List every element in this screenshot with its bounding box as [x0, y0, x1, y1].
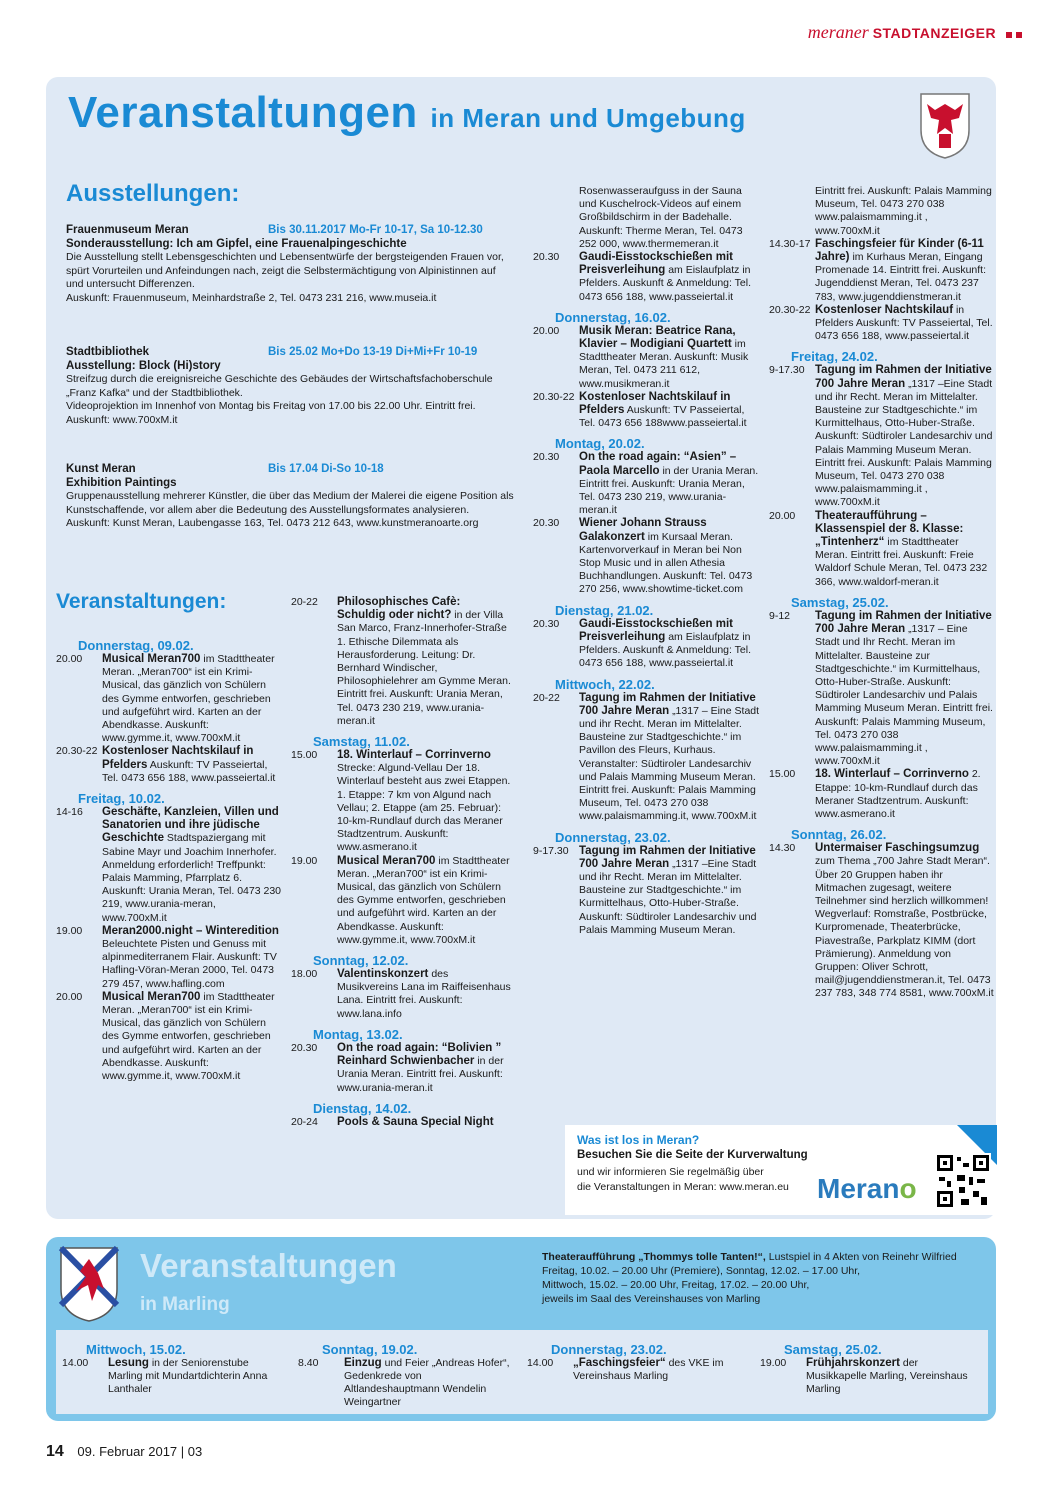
day-heading: Montag, 13.02. [313, 1026, 403, 1042]
events-column-2 [291, 596, 511, 1129]
day-heading: Samstag, 25.02. [791, 594, 889, 610]
event-title: Meran2000.night – Winteredition [102, 924, 279, 937]
day-heading: Montag, 20.02. [555, 436, 645, 452]
event-description: in der Urania Meran. Eintritt frei. Auskunft: Urania Meran, Tel. 0473 230 219, www.urania-meran.it [579, 464, 759, 517]
page-footer [46, 1443, 202, 1461]
box-line3: und wir informieren Sie regelmäßig über [577, 1166, 764, 1178]
event-time: 20-22 [533, 691, 560, 704]
event-description: am Eislaufplatz in Pfelders. Auskunft & Anmeldung: Tel. 0473 656 188, www.passeiertal.it [579, 264, 751, 303]
marling-title: Veranstaltungen [140, 1247, 397, 1284]
event-item [769, 238, 994, 304]
event-title: Faschingsfeier für Kinder (6-11 Jahre) [815, 237, 984, 264]
exhibition-contact: Auskunft: Kunst Meran, Laubengasse 163, Tel. 0473 212 643, www.kunstmeranoarte.org [66, 517, 479, 529]
event-title: Pools & Sauna Special Night [337, 1115, 494, 1128]
event-time: 14.00 [527, 1357, 554, 1369]
event-description: Beleuchtete Pisten und Genuss mit alpinmediterranem Flair. Auskunft: TV Hafling-Vöran-Meran 2000, Tel. 0473 279 457, www.hafling.com [102, 938, 277, 990]
event-time: 20.30 [291, 1041, 318, 1054]
event-title: On the road again: “Asien” – Paola Marcello [579, 451, 737, 477]
event-item [533, 391, 761, 431]
theater-line3: Mittwoch, 15.02. – 20.00 Uhr, Freitag, 17.02. – 20.00 Uhr, [542, 1279, 810, 1291]
event-time: 14.00 [62, 1357, 89, 1369]
event-item [769, 304, 994, 344]
event-item [769, 185, 994, 238]
event-description: Rosenwasseraufguss in der Sauna und Kuschelrock-Videos auf einem Großbildschirm in der Badehalle. Auskunft: Therme Meran, Tel. 0473 252 000, www.thermemeran.it [579, 185, 743, 250]
event-item [769, 768, 994, 821]
event-item [291, 749, 511, 855]
event-description: Strecke: Algund-Vellau Der 18. Winterlauf besteht aus zwei Etappen. 1. Etappe: 7 km von Algund nach Vellau; 2. Etappe (am 25. Februar): 10-km-Rundlauf durch das Meraner Stadtzentrum. Auskunft: www.asmerano.it [337, 762, 511, 854]
event-item [291, 1042, 511, 1095]
event-title: 18. Winterlauf – Corrinverno [337, 749, 491, 762]
theater-text: Lustspiel in 4 Akten von Reinehr Wilfried [768, 1251, 957, 1263]
event-item [769, 510, 994, 589]
event-description: Auskunft: TV Passeiertal, Tel. 0473 656 188, www.passeiertal.it [102, 758, 276, 784]
exhibition-name: Frauenmuseum Meran [66, 224, 189, 236]
event-description: „1317 – Eine Stadt und Ihr Recht. Meran im Mittelalter. Bausteine zur Stadtgeschichte.“ im Kurmittelhaus, Otto-Huber-Straße. Auskunft: Südtiroler Landesarchiv und Palais Mamming Museum Meran. Eintritt frei. Auskunft: Palais Mamming Museum, Tel. 0473 270 038 www.palaismamming.it , www.700xM.it [815, 623, 993, 768]
event-time: 20.30 [533, 617, 560, 630]
event-description: am Eislaufplatz in Pfelders. Auskunft & Anmeldung: Tel. 0473 656 188, www.passeiertal.it [579, 630, 751, 670]
exhibition-name: Stadtbibliothek [66, 346, 150, 358]
event-title: Theateraufführung – Klassenspiel der 8. Klasse: „Tintenherz“ [815, 509, 964, 549]
box-question: Was ist los in Meran? [577, 1133, 700, 1147]
page-number: 14 [46, 1443, 64, 1460]
footer-date: 09. Februar 2017 | 03 [77, 1444, 203, 1459]
marling-event [298, 1342, 518, 1409]
exhibition-item [66, 224, 516, 305]
event-time: 20.00 [533, 324, 560, 337]
event-item [291, 968, 511, 1021]
marling-event [62, 1342, 282, 1396]
marling-subtitle: in Marling [140, 1294, 230, 1315]
event-time: 20.30-22 [56, 745, 98, 758]
event-title: Einzug [344, 1357, 382, 1369]
event-time: 20.30-22 [769, 303, 811, 316]
event-description: „1317 –Eine Stadt und ihr Recht. Meran im Mittelalter. Bausteine zur Stadtgeschichte.“ im Kurmittelhaus, Otto-Huber-Straße. Auskunft: Südtiroler Landesarchiv und Palais Mamming Museum Meran. Eintritt frei. Auskunft: Palais Mamming Museum, Tel. 0473 270 038 www.palaismamming.it , www.700xM.it [815, 377, 993, 509]
event-time: 14.30 [769, 842, 796, 855]
event-item [533, 325, 761, 391]
day-heading: Freitag, 24.02. [791, 349, 878, 365]
event-description: in der Seniorenstube Marling mit Mundartdichterin Anna Lanthaler [108, 1357, 268, 1395]
event-time: 18.00 [291, 968, 318, 981]
day-heading: Mittwoch, 15.02. [86, 1342, 186, 1357]
event-title: Kostenloser Nachtskilauf [815, 303, 954, 316]
event-item [533, 692, 761, 824]
event-description: in Pfelders Auskunft: TV Passeiertal, Tel. 0473 656 188, www.passeiertal.it [815, 303, 993, 343]
exhibition-text: Gruppenausstellung mehrerer Künstler, die über das Medium der Malerei die eigene Position als Kunstschaffende, vor allem aber die Bedeutung des Ausstellungsformates analysieren. [66, 490, 514, 516]
event-time [533, 185, 579, 251]
event-time: 15.00 [769, 768, 796, 781]
event-title: Tagung im Rahmen der Initiative 700 Jahre Meran [815, 609, 992, 636]
event-description: Auskunft: TV Passeiertal, Tel. 0473 656 188www.passeiertal.it [579, 404, 747, 430]
brand-meraner: meraner [807, 22, 869, 42]
event-title: Gaudi-Eisstockschießen mit Preisverleihung [579, 617, 734, 643]
event-item [533, 517, 761, 596]
event-item [56, 991, 282, 1083]
theater-line4: jeweils im Saal des Vereinshauses von Marling [542, 1293, 761, 1305]
event-time: 20.00 [56, 990, 83, 1003]
event-description: im Stadttheater Meran. Auskunft: Musik Meran, Tel. 0473 211 612, www.musikmeran.it [579, 338, 749, 390]
event-time: 19.00 [56, 924, 83, 937]
title-main: Veranstaltungen [68, 88, 418, 137]
event-title: Tagung im Rahmen der Initiative 700 Jahre Meran [579, 691, 756, 717]
event-time: 20.30 [533, 251, 560, 264]
event-item [533, 251, 761, 304]
day-heading: Donnerstag, 23.02. [551, 1342, 667, 1357]
event-time: 20.30 [533, 517, 560, 530]
marling-crest-icon [58, 1245, 120, 1323]
event-title: Musik Meran: Beatrice Rana, Klavier – Modigiani Quartett [579, 324, 736, 351]
tyrol-crest-icon [917, 90, 973, 160]
exhibition-text: Die Ausstellung stellt Lebensgeschichten und Lebensentwürfe der bergsteigenden Frauen vor, spürt Vorurteilen und Anfeindungen nach, zeigt die Selbstermächtigung von Alpinistinnen auf und untersucht Differenzen. [66, 251, 504, 290]
event-description: „1317 –Eine Stadt und ihr Recht. Meran im Mittelalter. Bausteine zur Stadtgeschichte.“ im Kurmittelhaus, Otto-Huber-Straße. Auskunft: Südtiroler Landesarchiv und Palais Mamming Museum Meran. [579, 857, 757, 936]
merano-logo-o: o [899, 1173, 917, 1204]
event-time: 20.00 [56, 653, 83, 665]
theater-title: Theateraufführung „Thommys tolle Tanten!“, [542, 1251, 766, 1263]
day-heading: Donnerstag, 09.02. [78, 638, 194, 653]
event-time: 19.00 [760, 1357, 787, 1369]
day-heading: Donnerstag, 23.02. [555, 829, 671, 845]
event-title: Gaudi-Eisstockschießen mit Preisverleihung [579, 251, 734, 277]
event-item [533, 845, 761, 937]
day-heading: Samstag, 11.02. [313, 734, 410, 750]
brand-header [808, 22, 1022, 43]
day-heading: Mittwoch, 22.02. [555, 676, 655, 692]
exhibition-dates: Bis 25.02 Mo+Do 13-19 Di+Mi+Fr 10-19 [268, 346, 478, 358]
theater-line2: Freitag, 10.02. – 20.00 Uhr (Premiere), Sonntag, 12.02. – 17.00 Uhr, [542, 1265, 861, 1277]
event-time: 9-12 [769, 609, 791, 622]
event-item [56, 653, 282, 745]
event-time: 14.30-17 [769, 237, 811, 250]
events-column-1 [56, 632, 282, 1083]
event-title: Musical Meran700 [337, 854, 436, 867]
exhibition-text: Streifzug durch die ereignisreiche Geschichte des Gebäudes der Wirtschaftsfachoberschule „Franz Kafka“ und der Stadtbibliothek. [66, 373, 493, 399]
event-time: 20.30-22 [533, 390, 575, 403]
event-title: Untermaiser Faschingsumzug [815, 842, 980, 855]
event-title: „Faschingsfeier“ [573, 1357, 666, 1369]
marling-theater [542, 1250, 982, 1306]
events-column-3 [533, 185, 761, 937]
event-title: On the road again: “Bolivien ” Reinhard Schwienbacher [337, 1041, 502, 1068]
exhibition-item [66, 346, 516, 427]
event-item [533, 451, 761, 517]
qr-code-icon[interactable] [935, 1153, 991, 1209]
event-time: 14-16 [56, 806, 83, 819]
title-sub: in Meran und Umgebung [430, 103, 746, 133]
day-heading: Sonntag, 19.02. [322, 1342, 418, 1357]
brand-stadtanzeiger: STADTANZEIGER [872, 25, 997, 41]
event-description: im Stadttheater Meran. „Meran700“ ist ein Krimi-Musical, das gänzlich von Schülern des Gymme entworfen, geschrieben und aufgeführt wird. Karten an der Abendkasse. Auskunft: www.gymme.it, www.700xM.it [102, 653, 275, 745]
event-item [769, 364, 994, 509]
day-heading: Dienstag, 21.02. [555, 602, 654, 618]
event-title: Kostenloser Nachtskilauf in Pfelders [579, 390, 731, 417]
event-item [533, 185, 761, 251]
event-item [291, 596, 511, 728]
event-item [533, 618, 761, 671]
event-time: 20.30 [533, 451, 560, 464]
day-heading: Sonntag, 26.02. [791, 827, 887, 843]
event-title: Philosophisches Cafè: Schuldig oder nicht? [337, 596, 461, 622]
event-time: 8.40 [298, 1357, 319, 1369]
event-description: Eintritt frei. Auskunft: Palais Mamming Museum, Tel. 0473 270 038 www.palaismamming.it , www.700xM.it [815, 185, 992, 237]
event-title: Tagung im Rahmen der Initiative 700 Jahre Meran [815, 364, 992, 390]
event-description: im Stadttheater Meran. „Meran700“ ist ein Krimi-Musical, das gänzlich von Schülern des Gymme entworfen, geschrieben und aufgeführt wird. Karten an der Abendkasse. Auskunft: www.gymme.it, www.700xM.it [337, 854, 510, 946]
events-column-4 [769, 185, 994, 1001]
event-item [56, 806, 282, 925]
box-line4: die Veranstaltungen in Meran: www.meran.eu [577, 1181, 789, 1193]
event-item [769, 842, 994, 1000]
marling-event [760, 1342, 980, 1396]
brand-square-icon [1006, 32, 1012, 38]
event-time: 20-22 [291, 596, 318, 608]
event-title: Musical Meran700 [102, 990, 201, 1003]
event-description: im Stadttheater Meran. Eintritt frei. Auskunft: Freie Waldorf Schule Meran, Tel. 0473 232 366, www.waldorf-meran.it [815, 536, 988, 588]
event-time: 19.00 [291, 854, 318, 867]
exhibition-dates: Bis 17.04 Di-So 10-18 [268, 463, 384, 475]
event-item [56, 925, 282, 991]
exhibition-contact: Videoprojektion im Innenhof von Montag bis Freitag von 17.00 bis 22.00 Uhr. Eintritt frei. Auskunft: www.700xM.it [66, 400, 476, 426]
event-item [56, 745, 282, 785]
day-heading: Freitag, 10.02. [78, 791, 165, 807]
event-description: des VKE im Vereinshaus Marling [573, 1357, 724, 1382]
event-item [291, 855, 511, 947]
event-title: Tagung im Rahmen der Initiative 700 Jahre Meran [579, 844, 756, 870]
event-time: 20-24 [291, 1115, 318, 1128]
event-title: Valentinskonzert [337, 968, 429, 981]
event-title: Geschäfte, Kanzleien, Villen und Sanatorien und ihre jüdische Geschichte [102, 806, 279, 845]
box-line2: Besuchen Sie die Seite der Kurverwaltung [577, 1149, 808, 1161]
exhibition-dates: Bis 30.11.2017 Mo-Fr 10-17, Sa 10-12.30 [268, 224, 483, 236]
event-title: Wiener Johann Strauss Galakonzert [579, 517, 707, 543]
event-description: im Kursaal Meran. Kartenvorverkauf in Meran bei Non Stop Music und in allen Athesia Buchhandlungen. Auskunft: Tel. 0473 270 256, www.showtime-ticket.com [579, 530, 753, 596]
exhibition-subtitle: Ausstellung: Block (Hi)story [66, 359, 221, 372]
event-title: Lesung [108, 1357, 149, 1369]
event-description: „1317 – Eine Stadt und ihr Recht. Meran im Mittelalter. Bausteine zur Stadtgeschichte.“ im Pavillon des Fleurs, Kurhaus. Veranstalter: Südtiroler Landesarchiv und Palais Mamming Museum Meran. Eintritt frei. Auskunft: Palais Mamming Museum, Tel. 0473 270 038 www.palaismamming.it, www.700xM.it [579, 704, 760, 823]
event-description: Stadtspaziergang mit Sabine Mayr und Joachim Innerhofer. Anmeldung erforderlich! Treffpunkt: Palais Mamming, Pfarrplatz 6. Auskunft: Urania Meran, Tel. 0473 230 219, www.urania-meran, www.700xM.it [102, 832, 281, 924]
event-item [769, 610, 994, 768]
exhibition-item [66, 463, 516, 531]
day-heading: Donnerstag, 16.02. [555, 309, 671, 325]
day-heading: Samstag, 25.02. [784, 1342, 882, 1357]
page-title [68, 88, 746, 138]
kurverwaltung-box [565, 1125, 997, 1215]
event-description: zum Thema „700 Jahre Stadt Meran“. Über 20 Gruppen haben ihr Mitmachen zugesagt, weitere Teilnehmer sind herzlich willkommen! Wegverlauf: Romstraße, Postbrücke, Kurpromenade, Theaterbrücke, Piavestraße, Parkplatz KIMM (dort Prämierung). Anmeldung von Gruppen: Oliver Schrott, mail@jugenddienstmeran.it, Tel. 0473 237 783, 348 774 8581, www.700xM.it [815, 855, 994, 1000]
event-description: und Feier „Andreas Hofer“, Gedenkrede von Altlandeshauptmann Wendelin Weingartner [344, 1357, 510, 1408]
exhibition-subtitle: Sonderausstellung: Ich am Gipfel, eine Frauenalpingeschichte [66, 237, 407, 250]
veranstaltungen-heading: Veranstaltungen: [56, 590, 227, 613]
event-description: in der Urania Meran. Eintritt frei. Auskunft: www.urania-meran.it [337, 1055, 504, 1094]
exhibition-subtitle: Exhibition Paintings [66, 476, 177, 489]
event-title: Frühjahrskonzert [806, 1357, 900, 1369]
event-time: 9-17.30 [533, 844, 569, 857]
event-title: Musical Meran700 [102, 653, 201, 665]
event-description: im Stadttheater Meran. „Meran700“ ist ein Krimi-Musical, das gänzlich von Schülern des Gymme entworfen, geschrieben und aufgeführt wird. Karten an der Abendkasse. Auskunft: www.gymme.it, www.700xM.it [102, 990, 275, 1083]
brand-square-icon [1016, 32, 1022, 38]
event-description: des Musikvereins Lana im Raiffeisenhaus Lana. Eintritt frei. Auskunft: www.lana.info [337, 968, 511, 1020]
day-heading: Sonntag, 12.02. [313, 953, 409, 969]
ausstellungen-heading: Ausstellungen: [66, 180, 240, 207]
exhibition-contact: Auskunft: Frauenmuseum, Meinhardstraße 2, Tel. 0473 231 216, www.museia.it [66, 291, 437, 304]
merano-logo [817, 1173, 917, 1205]
event-title: 18. Winterlauf – Corrinverno [815, 768, 969, 781]
event-time: 15.00 [291, 749, 318, 762]
event-item [291, 1116, 511, 1129]
event-title: Kostenloser Nachtskilauf in Pfelders [102, 745, 254, 771]
event-description: 2. Etappe: 10-km-Rundlauf durch das Meraner Stadtzentrum. Auskunft: www.asmerano.it [815, 768, 981, 820]
event-description: im Kurhaus Meran, Eingang Promenade 14. Eintritt frei. Auskunft: Jugenddienst Meran, Tel. 0473 237 783, www.jugenddienstmeran.it [815, 251, 987, 303]
event-time [769, 185, 815, 238]
event-time: 20.00 [769, 509, 796, 522]
day-heading: Dienstag, 14.02. [313, 1100, 412, 1116]
event-description: der Musikkapelle Marling, Vereinshaus Marling [806, 1357, 968, 1395]
event-time: 9-17.30 [769, 364, 805, 377]
event-description: in der Villa San Marco, Franz-Innerhofer-Straße 1. Ethische Dilemmata als Herausforderung. Leitung: Dr. Bernhard Windischer, Philosophielehrer am Gymme Meran. Eintritt frei. Auskunft: Urania Meran, Tel. 0473 230 219, www.urania-meran.it [337, 609, 511, 727]
marling-event [527, 1342, 747, 1383]
merano-logo-text: Meran [817, 1173, 900, 1204]
exhibition-name: Kunst Meran [66, 463, 136, 475]
